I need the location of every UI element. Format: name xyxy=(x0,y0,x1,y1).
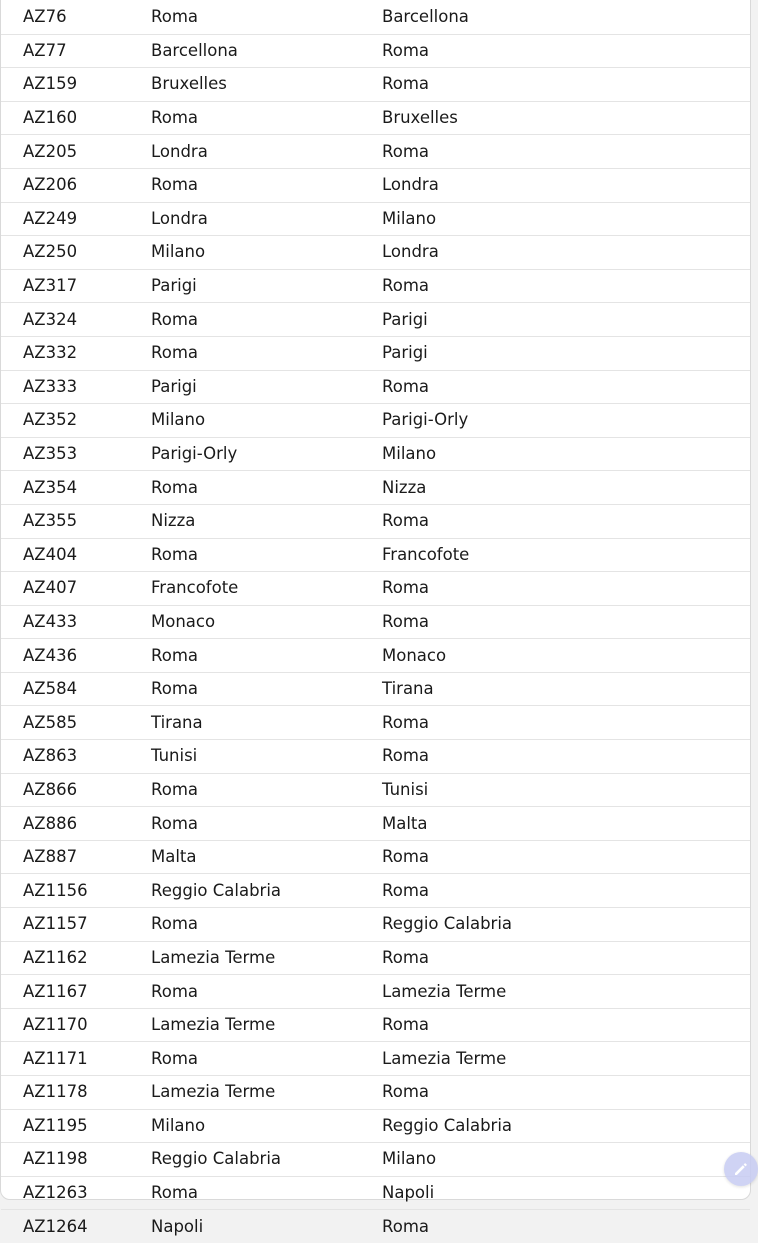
destination-city-cell: Francofote xyxy=(382,544,470,564)
origin-city-cell: Nizza xyxy=(151,511,196,531)
flight-row xyxy=(1,773,750,807)
destination-city-cell: Roma xyxy=(382,511,430,531)
pencil-icon xyxy=(732,1160,750,1178)
flight-row xyxy=(1,840,750,874)
origin-city-cell: Roma xyxy=(151,645,199,665)
flight-code-cell: AZ866 xyxy=(23,779,78,799)
flight-row xyxy=(1,101,750,135)
flight-code-cell: AZ160 xyxy=(23,108,78,128)
flight-row xyxy=(1,874,750,908)
origin-city-cell: Lamezia Terme xyxy=(151,947,276,967)
flight-code-cell: AZ1157 xyxy=(23,914,88,934)
flight-code-cell: AZ404 xyxy=(23,544,78,564)
flight-row xyxy=(1,975,750,1009)
flight-code-cell: AZ1195 xyxy=(23,1115,88,1135)
destination-city-cell: Parigi xyxy=(382,309,428,329)
flight-code-cell: AZ1167 xyxy=(23,981,88,1001)
flight-row xyxy=(1,437,750,471)
flight-row xyxy=(1,1210,750,1243)
destination-city-cell: Roma xyxy=(382,1216,430,1236)
destination-city-cell: Roma xyxy=(382,578,430,598)
flight-code-cell: AZ584 xyxy=(23,679,78,699)
destination-city-cell: Milano xyxy=(382,1149,437,1169)
destination-city-cell: Roma xyxy=(382,141,430,161)
destination-city-cell: Roma xyxy=(382,40,430,60)
flight-row xyxy=(1,504,750,538)
destination-city-cell: Monaco xyxy=(382,645,447,665)
flight-code-cell: AZ1171 xyxy=(23,1048,88,1068)
flight-table-body xyxy=(1,1,750,1243)
origin-city-cell: Reggio Calabria xyxy=(151,1149,282,1169)
flight-row xyxy=(1,202,750,236)
origin-city-cell: Roma xyxy=(151,309,199,329)
origin-city-cell: Parigi xyxy=(151,276,197,296)
flight-row xyxy=(1,941,750,975)
origin-city-cell: Roma xyxy=(151,679,199,699)
destination-city-cell: Barcellona xyxy=(382,7,469,27)
edit-button[interactable] xyxy=(724,1152,758,1186)
destination-city-cell: Milano xyxy=(382,208,437,228)
flight-code-cell: AZ317 xyxy=(23,276,78,296)
flight-row xyxy=(1,1143,750,1177)
destination-city-cell: Roma xyxy=(382,611,430,631)
flight-row xyxy=(1,1042,750,1076)
destination-city-cell: Lamezia Terme xyxy=(382,981,507,1001)
destination-city-cell: Parigi xyxy=(382,343,428,363)
destination-city-cell: Roma xyxy=(382,1082,430,1102)
flight-row xyxy=(1,1,750,34)
destination-city-cell: Roma xyxy=(382,880,430,900)
flight-code-cell: AZ407 xyxy=(23,578,78,598)
flight-code-cell: AZ436 xyxy=(23,645,78,665)
origin-city-cell: Milano xyxy=(151,410,206,430)
flight-row xyxy=(1,336,750,370)
flight-code-cell: AZ205 xyxy=(23,141,78,161)
flight-row xyxy=(1,135,750,169)
flight-row xyxy=(1,1109,750,1143)
flight-row xyxy=(1,672,750,706)
destination-city-cell: Roma xyxy=(382,376,430,396)
flight-code-cell: AZ76 xyxy=(23,7,67,27)
destination-city-cell: Roma xyxy=(382,712,430,732)
origin-city-cell: Roma xyxy=(151,343,199,363)
destination-city-cell: Tunisi xyxy=(382,779,429,799)
destination-city-cell: Tirana xyxy=(382,679,434,699)
flight-code-cell: AZ250 xyxy=(23,242,78,262)
flight-table xyxy=(1,1,750,1243)
flight-row xyxy=(1,471,750,505)
origin-city-cell: Londra xyxy=(151,141,208,161)
destination-city-cell: Roma xyxy=(382,746,430,766)
flight-row xyxy=(1,605,750,639)
flight-code-cell: AZ77 xyxy=(23,40,67,60)
destination-city-cell: Roma xyxy=(382,1015,430,1035)
flight-row xyxy=(1,236,750,270)
flight-row xyxy=(1,807,750,841)
destination-city-cell: Parigi-Orly xyxy=(382,410,469,430)
flight-row xyxy=(1,1076,750,1110)
flight-row xyxy=(1,168,750,202)
origin-city-cell: Lamezia Terme xyxy=(151,1082,276,1102)
destination-city-cell: Londra xyxy=(382,175,439,195)
flight-code-cell: AZ1198 xyxy=(23,1149,88,1169)
flight-row xyxy=(1,1176,750,1210)
origin-city-cell: Monaco xyxy=(151,611,216,631)
flight-row xyxy=(1,404,750,438)
flight-code-cell: AZ354 xyxy=(23,477,78,497)
flight-row xyxy=(1,908,750,942)
flight-row xyxy=(1,639,750,673)
origin-city-cell: Roma xyxy=(151,175,199,195)
destination-city-cell: Nizza xyxy=(382,477,427,497)
origin-city-cell: Roma xyxy=(151,981,199,1001)
flight-code-cell: AZ1162 xyxy=(23,947,88,967)
flight-code-cell: AZ1156 xyxy=(23,880,88,900)
destination-city-cell: Reggio Calabria xyxy=(382,914,513,934)
origin-city-cell: Malta xyxy=(151,847,197,867)
flight-row xyxy=(1,740,750,774)
flight-code-cell: AZ353 xyxy=(23,444,78,464)
origin-city-cell: Roma xyxy=(151,477,199,497)
flight-row xyxy=(1,1008,750,1042)
origin-city-cell: Roma xyxy=(151,813,199,833)
flight-code-cell: AZ433 xyxy=(23,611,78,631)
origin-city-cell: Roma xyxy=(151,1048,199,1068)
destination-city-cell: Milano xyxy=(382,444,437,464)
destination-city-cell: Roma xyxy=(382,947,430,967)
origin-city-cell: Napoli xyxy=(151,1216,204,1236)
flight-code-cell: AZ1263 xyxy=(23,1183,88,1203)
origin-city-cell: Bruxelles xyxy=(151,74,227,94)
flight-code-cell: AZ324 xyxy=(23,309,78,329)
flight-code-cell: AZ355 xyxy=(23,511,78,531)
flight-code-cell: AZ352 xyxy=(23,410,78,430)
flight-code-cell: AZ1264 xyxy=(23,1216,88,1236)
flight-row xyxy=(1,68,750,102)
origin-city-cell: Reggio Calabria xyxy=(151,880,282,900)
flight-code-cell: AZ585 xyxy=(23,712,78,732)
flight-row xyxy=(1,269,750,303)
origin-city-cell: Tunisi xyxy=(151,746,198,766)
origin-city-cell: Parigi-Orly xyxy=(151,444,238,464)
flight-code-cell: AZ333 xyxy=(23,376,78,396)
origin-city-cell: Roma xyxy=(151,7,199,27)
flight-row xyxy=(1,34,750,68)
destination-city-cell: Reggio Calabria xyxy=(382,1115,513,1135)
flight-code-cell: AZ249 xyxy=(23,208,78,228)
origin-city-cell: Roma xyxy=(151,779,199,799)
flight-code-cell: AZ863 xyxy=(23,746,78,766)
destination-city-cell: Roma xyxy=(382,74,430,94)
origin-city-cell: Milano xyxy=(151,242,206,262)
origin-city-cell: Roma xyxy=(151,914,199,934)
flight-code-cell: AZ886 xyxy=(23,813,78,833)
origin-city-cell: Francofote xyxy=(151,578,239,598)
flight-code-cell: AZ159 xyxy=(23,74,78,94)
flight-code-cell: AZ332 xyxy=(23,343,78,363)
flight-code-cell: AZ206 xyxy=(23,175,78,195)
origin-city-cell: Lamezia Terme xyxy=(151,1015,276,1035)
destination-city-cell: Roma xyxy=(382,276,430,296)
destination-city-cell: Londra xyxy=(382,242,439,262)
flight-row xyxy=(1,572,750,606)
origin-city-cell: Londra xyxy=(151,208,208,228)
destination-city-cell: Bruxelles xyxy=(382,108,458,128)
flight-code-cell: AZ887 xyxy=(23,847,78,867)
origin-city-cell: Milano xyxy=(151,1115,206,1135)
flight-row xyxy=(1,538,750,572)
flight-code-cell: AZ1178 xyxy=(23,1082,88,1102)
flight-code-cell: AZ1170 xyxy=(23,1015,88,1035)
destination-city-cell: Malta xyxy=(382,813,428,833)
destination-city-cell: Lamezia Terme xyxy=(382,1048,507,1068)
origin-city-cell: Tirana xyxy=(151,712,203,732)
origin-city-cell: Barcellona xyxy=(151,40,238,60)
destination-city-cell: Napoli xyxy=(382,1183,435,1203)
origin-city-cell: Parigi xyxy=(151,376,197,396)
flight-row xyxy=(1,706,750,740)
flight-row xyxy=(1,303,750,337)
flight-row xyxy=(1,370,750,404)
origin-city-cell: Roma xyxy=(151,1183,199,1203)
origin-city-cell: Roma xyxy=(151,108,199,128)
destination-city-cell: Roma xyxy=(382,847,430,867)
origin-city-cell: Roma xyxy=(151,544,199,564)
